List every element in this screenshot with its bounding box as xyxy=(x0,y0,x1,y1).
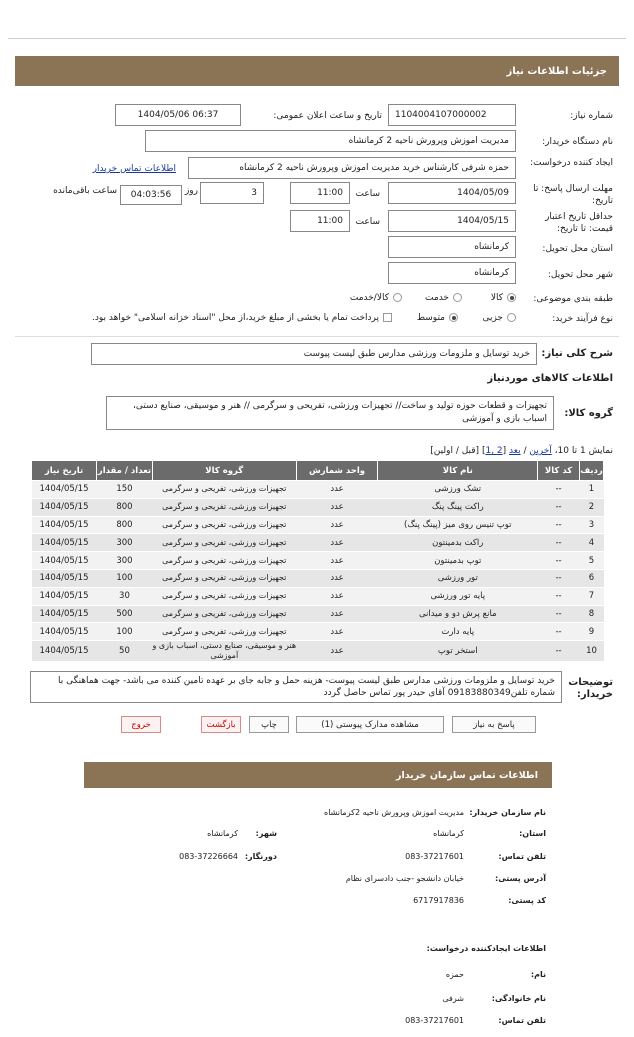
page-title: جزئیات اطلاعات نیاز xyxy=(506,65,607,77)
contact-phone-value: 083-37217601 xyxy=(405,852,464,861)
city-label: شهر محل تحویل: xyxy=(547,270,613,280)
table-row[interactable] xyxy=(32,623,604,641)
cell-item-name: تور ورزشی xyxy=(378,569,538,587)
process-option-medium[interactable]: متوسط xyxy=(417,313,458,323)
table-row[interactable] xyxy=(32,481,604,499)
cell-need-date: 1404/05/15 xyxy=(32,534,97,552)
contact-fax-label: دورنگار: xyxy=(244,852,277,861)
contact-address-value: خیابان دانشجو -جنب دادسرای نظام xyxy=(345,874,464,883)
cell-unit: عدد xyxy=(296,552,378,570)
creator-field[interactable]: حمزه شرفی کارشناس خرید مدیریت اموزش وپرورش ناحیه 2 کرمانشاه xyxy=(188,157,516,179)
group-field[interactable]: تجهیزات و قطعات حوزه تولید و ساخت// تجهیزات ورزشی، تفریحی و سرگرمی // هنر و موسیقی، صنایع دستی، اسباب بازی و آموزشی xyxy=(106,396,554,430)
contact-fax-value: 083-37226664 xyxy=(179,852,238,861)
summary-field[interactable]: خرید توسایل و ملزومات ورزشی مدارس طبق لیست پیوست xyxy=(91,343,537,365)
cell-need-date: 1404/05/15 xyxy=(32,569,97,587)
cell-unit: عدد xyxy=(296,516,378,534)
contact-postal-value: 6717917836 xyxy=(413,896,464,905)
cell-need-date: 1404/05/15 xyxy=(32,498,97,516)
goods-info-title: اطلاعات کالاهای موردنیاز xyxy=(487,373,613,384)
cell-unit: عدد xyxy=(296,623,378,641)
cell-item-group: تجهیزات ورزشی، تفریحی و سرگرمی xyxy=(152,623,296,641)
process-label: نوع فرآیند خرید: xyxy=(552,314,613,324)
cell-item-code: -- xyxy=(538,552,580,570)
creator-phone-label: تلفن تماس: xyxy=(498,1016,546,1025)
cell-unit: عدد xyxy=(296,587,378,605)
province-label: استان محل تحویل: xyxy=(542,244,613,254)
pagination: نمایش 1 تا 10، آخرین / بعد [2 ,1] [قبل / اولین] xyxy=(430,446,613,456)
cell-quantity: 150 xyxy=(97,481,153,499)
cell-item-group: تجهیزات ورزشی، تفریحی و سرگرمی xyxy=(152,534,296,552)
items-table xyxy=(31,460,604,662)
pagination-pages[interactable]: 2 ,1 xyxy=(485,446,503,456)
cell-row-number: 6 xyxy=(580,569,604,587)
cell-item-group: تجهیزات ورزشی، تفریحی و سرگرمی xyxy=(152,587,296,605)
deadline-time-field[interactable]: 11:00 xyxy=(290,182,350,204)
buyer-org-label: نام دستگاه خریدار: xyxy=(542,137,613,147)
cell-item-name: مانع پرش دو و میدانی xyxy=(378,605,538,623)
pagination-next[interactable]: بعد xyxy=(509,446,521,456)
validity-label: حداقل تاریخ اعتبار قیمت: تا تاریخ: xyxy=(545,212,613,234)
contact-province-value: کرمانشاه xyxy=(433,829,464,838)
cell-unit: عدد xyxy=(296,605,378,623)
contact-city-label: شهر: xyxy=(255,829,277,838)
table-row[interactable] xyxy=(32,569,604,587)
creator-name-value: حمزه xyxy=(445,970,464,979)
col-header: کد کالا xyxy=(538,461,580,481)
radio-icon xyxy=(507,293,516,302)
creator-label: ایجاد کننده درخواست: xyxy=(530,158,613,168)
category-option-both[interactable]: کالا/خدمت xyxy=(350,293,402,303)
treasury-checkbox[interactable]: پرداخت تمام یا بخشی از مبلغ خرید،از محل "اسناد خزانه اسلامی" خواهد بود. xyxy=(92,313,392,323)
col-header: ردیف xyxy=(580,461,604,481)
summary-label: شرح کلی نیاز: xyxy=(541,348,613,359)
attachments-button[interactable]: مشاهده مدارک پیوستی (1) xyxy=(296,716,444,733)
contact-phone-label: تلفن تماس: xyxy=(498,852,546,861)
remaining-time-field: 04:03:56 xyxy=(120,185,182,205)
table-row[interactable] xyxy=(32,516,604,534)
cell-item-code: -- xyxy=(538,605,580,623)
col-header: گروه کالا xyxy=(152,461,296,481)
days-label: روز xyxy=(184,186,198,196)
cell-item-group: هنر و موسیقی، صنایع دستی، اسباب بازی و آموزشی xyxy=(152,641,297,661)
cell-unit: عدد xyxy=(296,569,378,587)
need-number-field[interactable]: 1104004107000002 xyxy=(388,104,516,126)
cell-row-number: 2 xyxy=(580,498,604,516)
cell-item-code: -- xyxy=(538,623,580,641)
cell-row-number: 5 xyxy=(580,552,604,570)
announce-label: تاریخ و ساعت اعلان عمومی: xyxy=(273,111,382,121)
contact-address-label: آدرس پستی: xyxy=(495,874,546,883)
cell-row-number: 8 xyxy=(580,605,604,623)
table-row[interactable] xyxy=(32,552,604,570)
cell-quantity: 30 xyxy=(97,587,153,605)
cell-row-number: 10 xyxy=(580,641,604,662)
col-header: تعداد / مقدار xyxy=(97,461,153,481)
cell-item-group: تجهیزات ورزشی، تفریحی و سرگرمی xyxy=(152,481,296,499)
reply-button[interactable]: پاسخ به نیاز xyxy=(452,716,536,733)
cell-quantity: 100 xyxy=(97,569,153,587)
cell-item-group: تجهیزات ورزشی، تفریحی و سرگرمی xyxy=(152,498,296,516)
cell-quantity: 300 xyxy=(97,552,153,570)
cell-item-name: توپ تنیس روی میز (پینگ پنگ) xyxy=(378,516,538,534)
print-button[interactable]: چاپ xyxy=(249,716,289,733)
radio-icon xyxy=(507,313,516,322)
category-option-service[interactable]: خدمت xyxy=(425,293,462,303)
group-label: گروه کالا: xyxy=(564,408,613,419)
col-header: تاریخ نیاز xyxy=(32,461,97,481)
cell-need-date: 1404/05/15 xyxy=(32,587,97,605)
creator-phone-value: 083-37217601 xyxy=(405,1016,464,1025)
exit-button[interactable]: خروج xyxy=(121,716,161,733)
validity-date-field[interactable]: 1404/05/15 xyxy=(388,210,516,232)
category-option-goods[interactable]: کالا xyxy=(491,293,516,303)
table-row[interactable] xyxy=(32,498,604,516)
city-field[interactable]: کرمانشاه xyxy=(388,262,516,284)
cell-need-date: 1404/05/15 xyxy=(32,552,97,570)
cell-need-date: 1404/05/15 xyxy=(32,641,97,662)
creator-family-value: شرفی xyxy=(442,994,464,1003)
cell-unit: عدد xyxy=(296,641,378,662)
buyer-contact-link[interactable]: اطلاعات تماس خریدار xyxy=(92,164,176,174)
table-header-row xyxy=(32,461,604,481)
contact-title: اطلاعات تماس سازمان خریدار xyxy=(395,769,538,781)
notes-field[interactable]: خرید توسایل و ملزومات ورزشی مدارس طبق لیست پیوست- هزینه حمل و جابه جای بر عهده تامین کننده می باشد- جهت هماهنگی با شماره تلفن09183880349 آقای حیدر پور تماس حاصل گردد xyxy=(30,671,562,703)
remaining-time-label: ساعت باقی‌مانده xyxy=(53,186,117,196)
cell-quantity: 800 xyxy=(97,516,153,534)
cell-item-name: راکت پینگ پنگ xyxy=(378,498,538,516)
days-field[interactable]: 3 xyxy=(200,182,264,204)
back-button[interactable]: بازگشت xyxy=(201,716,241,733)
process-option-minor[interactable]: جزیی xyxy=(482,313,516,323)
pagination-last[interactable]: آخرین xyxy=(529,446,552,456)
page-header xyxy=(15,56,619,86)
cell-item-code: -- xyxy=(538,587,580,605)
table-row[interactable] xyxy=(32,534,604,552)
deadline-date-field[interactable]: 1404/05/09 xyxy=(388,182,516,204)
cell-row-number: 1 xyxy=(580,481,604,499)
pagination-text: نمایش 1 تا 10، xyxy=(554,446,613,456)
cell-row-number: 4 xyxy=(580,534,604,552)
cell-item-code: -- xyxy=(538,481,580,499)
cell-need-date: 1404/05/15 xyxy=(32,516,97,534)
validity-time-label: ساعت xyxy=(355,217,380,227)
cell-item-group: تجهیزات ورزشی، تفریحی و سرگرمی xyxy=(152,569,296,587)
cell-row-number: 7 xyxy=(580,587,604,605)
cell-unit: عدد xyxy=(296,481,378,499)
cell-item-name: توپ بدمینتون xyxy=(378,552,538,570)
category-label: طبقه بندی موضوعی: xyxy=(533,294,613,304)
cell-item-code: -- xyxy=(538,641,580,662)
buyer-org-field[interactable]: مدیریت اموزش وپرورش ناحیه 2 کرمانشاه xyxy=(145,130,516,152)
contact-postal-label: کد پستی: xyxy=(508,896,546,905)
cell-need-date: 1404/05/15 xyxy=(32,623,97,641)
radio-icon xyxy=(449,313,458,322)
cell-quantity: 800 xyxy=(97,498,153,516)
creator-info-title: اطلاعات ایجادکننده درخواست: xyxy=(426,944,546,953)
cell-item-group: تجهیزات ورزشی، تفریحی و سرگرمی xyxy=(152,605,296,623)
cell-unit: عدد xyxy=(296,534,378,552)
section-divider xyxy=(15,336,619,337)
cell-quantity: 50 xyxy=(97,641,153,662)
cell-item-name: پایه تور ورزشی xyxy=(378,587,538,605)
cell-item-code: -- xyxy=(538,516,580,534)
cell-item-code: -- xyxy=(538,534,580,552)
cell-quantity: 100 xyxy=(97,623,153,641)
cell-item-name: استخر توپ xyxy=(378,641,538,662)
cell-item-code: -- xyxy=(538,498,580,516)
radio-icon xyxy=(393,293,402,302)
cell-quantity: 300 xyxy=(97,534,153,552)
need-number-label: شماره نیاز: xyxy=(570,111,613,121)
radio-icon xyxy=(453,293,462,302)
province-field[interactable]: کرمانشاه xyxy=(388,236,516,258)
cell-item-name: پایه دارت xyxy=(378,623,538,641)
cell-quantity: 500 xyxy=(97,605,153,623)
cell-need-date: 1404/05/15 xyxy=(32,481,97,499)
col-header: نام کالا xyxy=(378,461,538,481)
pagination-prev-first: [قبل / اولین] xyxy=(430,446,480,456)
contact-org-label: نام سازمان خریدار: xyxy=(469,808,546,817)
creator-family-label: نام خانوادگی: xyxy=(491,994,546,1003)
table-row[interactable] xyxy=(32,641,604,662)
deadline-time-label: ساعت xyxy=(355,189,380,199)
top-divider xyxy=(8,38,626,39)
notes-label: توضیحات خریدار: xyxy=(568,677,613,700)
contact-org-value: مدیریت اموزش وپرورش ناحیه 2کرمانشاه xyxy=(324,808,464,817)
cell-item-name: راکت بدمینتون xyxy=(378,534,538,552)
contact-city-value: کرمانشاه xyxy=(207,829,238,838)
announce-field[interactable]: 1404/05/06 06:37 xyxy=(115,104,241,126)
cell-item-group: تجهیزات ورزشی، تفریحی و سرگرمی xyxy=(152,552,296,570)
table-row[interactable] xyxy=(32,587,604,605)
col-header: واحد شمارش xyxy=(296,461,378,481)
deadline-label: مهلت ارسال پاسخ: تا تاریخ: xyxy=(533,184,613,206)
contact-header xyxy=(84,762,552,788)
cell-unit: عدد xyxy=(296,498,378,516)
cell-row-number: 3 xyxy=(580,516,604,534)
checkbox-icon xyxy=(383,313,392,322)
creator-name-label: نام: xyxy=(530,970,546,979)
cell-item-group: تجهیزات ورزشی، تفریحی و سرگرمی xyxy=(152,516,296,534)
cell-need-date: 1404/05/15 xyxy=(32,605,97,623)
cell-item-name: تشک ورزشی xyxy=(378,481,538,499)
table-row[interactable] xyxy=(32,605,604,623)
contact-province-label: استان: xyxy=(519,829,546,838)
validity-time-field[interactable]: 11:00 xyxy=(290,210,350,232)
cell-row-number: 9 xyxy=(580,623,604,641)
cell-item-code: -- xyxy=(538,569,580,587)
